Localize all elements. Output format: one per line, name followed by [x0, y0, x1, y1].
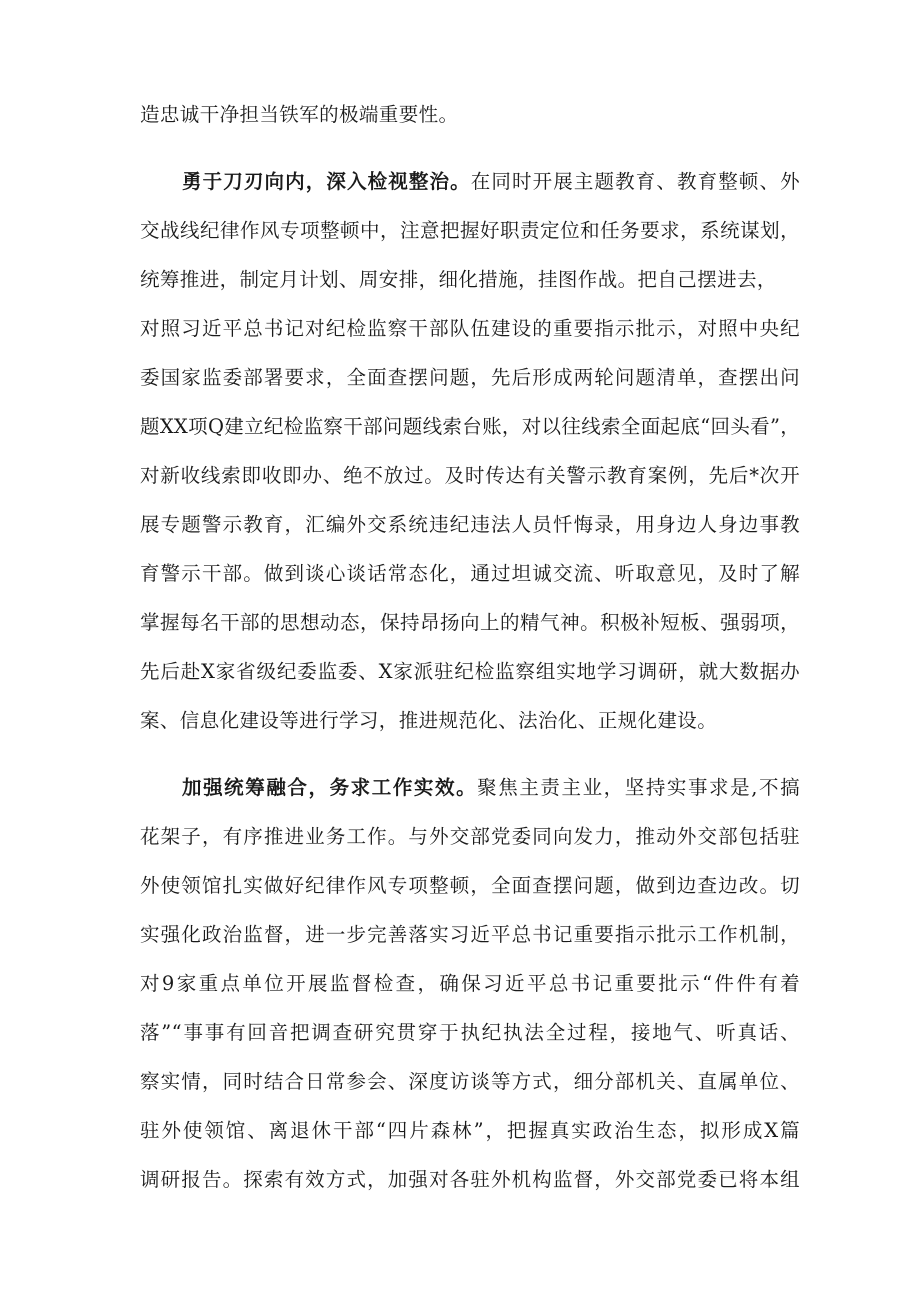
paragraph-2-heading: 加强统筹融合，务求工作实效。: [182, 776, 478, 799]
paragraph-2-line-3: 外使领馆扎实做好纪律作风专项整顿，全面查摆问题，做到边查边改。切: [140, 874, 800, 897]
paragraph-1-heading: 勇于刀刃向内，深入检视整治。: [182, 170, 471, 193]
paragraph-1-line-4: 对照习近平总书记对纪检监察干部队伍建设的重要指示批示，对照中央纪: [140, 317, 800, 340]
paragraph-1-line-9: 育警示干部。做到谈心谈话常态化，通过坦诚交流、听取意见，及时了解: [140, 562, 800, 585]
paragraph-1-line-2: 交战线纪律作风专项整顿中，注意把握好职责定位和任务要求，系统谋划，: [140, 219, 800, 242]
paragraph-1-line-12: 案、信息化建设等进行学习，推进规范化、法治化、正规化建设。: [140, 709, 718, 732]
paragraph-1-line-3: 统筹推进，制定月计划、周安排，细化措施，挂图作战。把自己摆进去，: [140, 268, 777, 291]
paragraph-1-line-10: 掌握每名干部的思想动态，保持昂扬向上的精气神。积极补短板、强弱项，: [140, 611, 800, 634]
paragraph-2-line-4: 实强化政治监督，进一步完善落实习近平总书记重要指示批示工作机制，: [140, 923, 800, 946]
paragraph-1-line-6: 题XX项Q建立纪检监察干部问题线索台账，对以往线索全面起底“回头看”，: [140, 415, 800, 438]
continuation-line: 造忠诚干净担当铁军的极端重要性。: [140, 103, 459, 126]
paragraph-2-line-5: 对9家重点单位开展监督检查，确保习近平总书记重要批示“件件有着: [140, 972, 800, 995]
paragraph-1-line-11: 先后赴X家省级纪委监委、X家派驻纪检监察组实地学习调研，就大数据办: [140, 660, 800, 683]
paragraph-2-line-1: 聚焦主责主业，坚持实事求是,不搞: [477, 776, 800, 799]
paragraph-2-line-9: 调研报告。探索有效方式，加强对各驻外机构监督，外交部党委已将本组: [140, 1168, 800, 1191]
paragraph-1-line-1: 在同时开展主题教育、教育整顿、外: [470, 170, 800, 193]
paragraph-1-line-8: 展专题警示教育，汇编外交系统违纪违法人员忏悔录，用身边人身边事教: [140, 513, 800, 536]
paragraph-1-first-line: [182, 170, 800, 194]
paragraph-1-line-7: 对新收线索即收即办、绝不放过。及时传达有关警示教育案例，先后*次开: [140, 464, 800, 487]
paragraph-2-line-2: 花架子，有序推进业务工作。与外交部党委同向发力，推动外交部包括驻: [140, 825, 800, 848]
paragraph-2-line-6: 落”“事事有回音把调查研究贯穿于执纪执法全过程，接地气、听真话、: [140, 1021, 800, 1044]
paragraph-1-line-5: 委国家监委部署要求，全面查摆问题，先后形成两轮问题清单，查摆出问: [140, 366, 800, 389]
paragraph-2-line-7: 察实情，同时结合日常参会、深度访谈等方式，细分部机关、直属单位、: [140, 1070, 800, 1093]
paragraph-2-line-8: 驻外使领馆、离退休干部“四片森林”，把握真实政治生态，拟形成X篇: [140, 1119, 800, 1142]
paragraph-2-first-line: [182, 776, 800, 800]
